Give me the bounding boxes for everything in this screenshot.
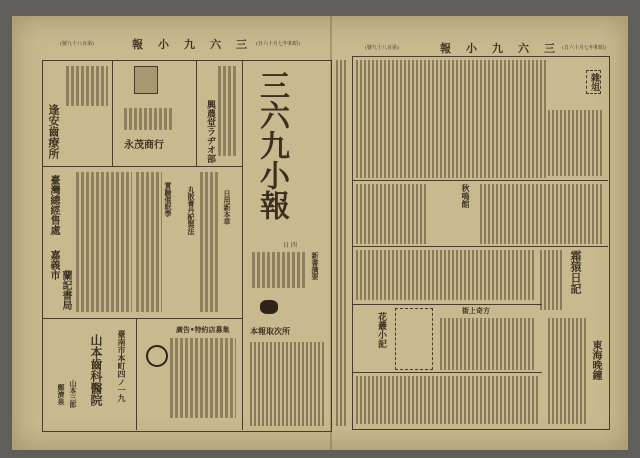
dentist-name: 山本三郎 [69, 380, 78, 408]
agency-list [250, 342, 326, 426]
divider [136, 318, 137, 430]
product-image [134, 66, 158, 94]
article-text [548, 318, 586, 424]
clinic-ad-text [66, 66, 108, 106]
section-autumn: 秋鳴館 [461, 184, 471, 208]
article-text [440, 318, 536, 370]
radio-ad: 興農堂ラヂオ部 [205, 100, 215, 163]
section-remedy: 街上奇方 [462, 306, 490, 315]
distributor-label: 臺灣總經售處 [48, 175, 59, 235]
article-text [356, 184, 426, 244]
divider [42, 318, 242, 319]
woman-illustration [395, 308, 433, 370]
article-text [356, 60, 546, 178]
radio-ad-text [218, 66, 238, 156]
left-header-issue: (號九十八百第) [60, 41, 94, 47]
seal-logo [146, 345, 168, 367]
recruit-text [170, 338, 236, 418]
article-text [356, 376, 540, 424]
section-bell: 東海晚鐘 [590, 340, 601, 380]
article-text [480, 184, 604, 244]
left-header-date: (日六十月七年和昭) [256, 41, 300, 47]
book-text [200, 172, 220, 312]
issue-box: 日 四 [283, 242, 297, 249]
emblem-icon [260, 300, 278, 314]
book-list [76, 172, 132, 312]
section-misc: 雜俎 [586, 70, 601, 94]
trading-ad-text [124, 108, 174, 130]
book-title: 實驗催眠學 [164, 182, 173, 217]
divider [196, 60, 197, 166]
article-text [548, 110, 604, 176]
book-title: 丸散膏丹配製法 [187, 186, 196, 235]
divider [352, 304, 542, 305]
trading-ad: 永茂商行 [124, 140, 164, 151]
right-header-issue: (號九十八百第) [365, 45, 399, 51]
section-flowers: 花叢小記 [376, 312, 386, 348]
book-text [136, 172, 162, 312]
divider [242, 60, 243, 430]
divider [352, 180, 608, 181]
schedule-column [336, 60, 346, 426]
city-label: 嘉義市 [48, 250, 59, 280]
left-header-title: 報 小 九 六 三 [132, 38, 249, 51]
dental-clinic: 山本齒科醫院 [89, 334, 103, 406]
divider [42, 166, 242, 167]
right-header-date: (日六十月七年和昭) [562, 45, 606, 51]
contents-list [252, 252, 306, 288]
divider [352, 372, 542, 373]
bookstore-label: 蘭記書局 [60, 270, 71, 310]
masthead-title: 三六九小報 [254, 70, 289, 220]
article-text [540, 250, 564, 310]
section-diary: 霜猿日記 [569, 250, 582, 294]
recruit-title: 廣告•特約店募集 [176, 325, 230, 334]
clinic-ad: 逢安齒療所 [47, 104, 60, 159]
divider [352, 246, 608, 247]
dental-address: 臺南市本町四ノ一九 [117, 330, 127, 402]
agency-label: 本報取次所 [250, 326, 290, 336]
contents-label: 新書摘要 [311, 252, 320, 280]
article-text [356, 250, 536, 300]
technician-name: 鄭濟泉 [57, 384, 66, 405]
divider [112, 60, 113, 166]
right-header-title: 報 小 九 六 三 [440, 42, 557, 55]
book-title: 日用新本草 [223, 190, 232, 225]
